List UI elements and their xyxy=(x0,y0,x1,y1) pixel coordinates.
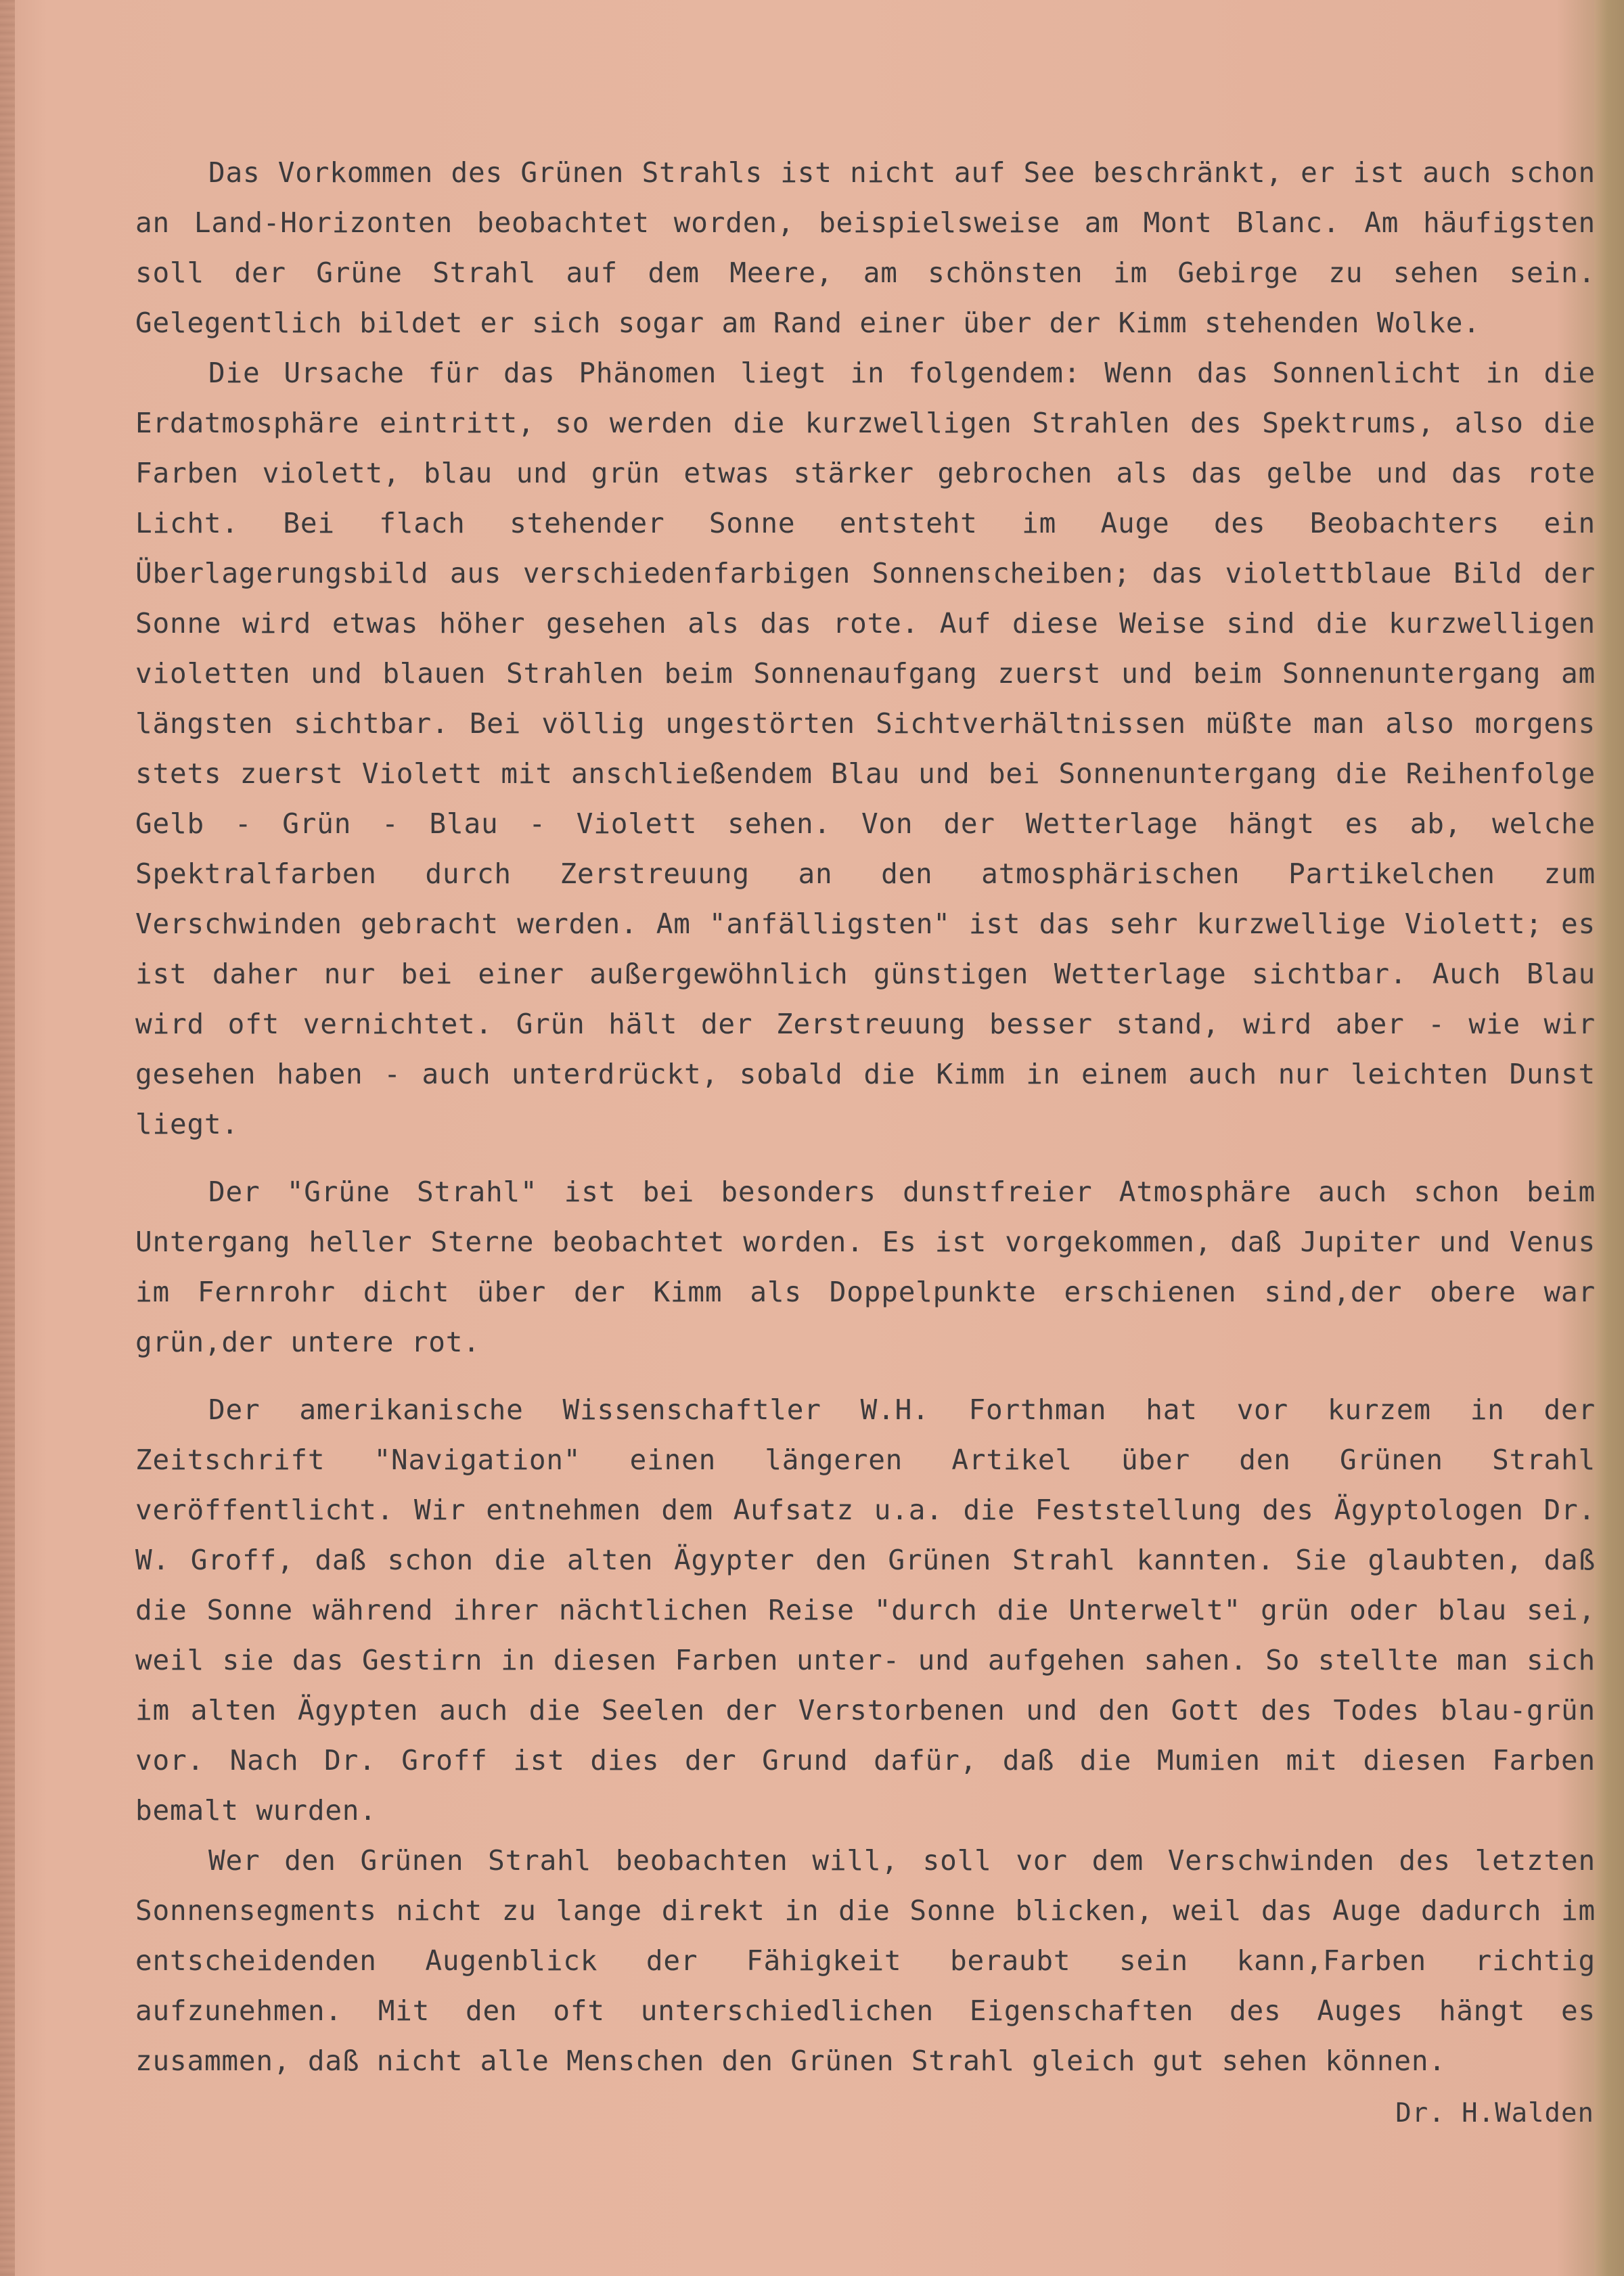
right-paper-edge xyxy=(1594,0,1624,2276)
paragraph-2: Die Ursache für das Phänomen liegt in folgendem: Wenn das Sonnenlicht in die Erdatmosphäre eintritt, so werden die kurzwelligen Strahlen des Spektrums, also die Farben violett, blau und grün etwas stärker gebrochen als das gelbe und das rote Licht. Bei flach stehender Sonne entsteht im Auge des Beobachters ein Überlagerungsbild aus verschiedenfarbigen Sonnenscheiben; das violettblaue Bild der Sonne wird etwas höher gesehen als das rote. Auf diese Weise sind die kurzwelligen violetten und blauen Strahlen beim Sonnenaufgang zuerst und beim Sonnenuntergang am längsten sichtbar. Bei völlig ungestörten Sichtverhältnissen müßte man also morgens stets zuerst Violett mit anschließendem Blau und bei Sonnenuntergang die Reihenfolge Gelb - Grün - Blau - Violett sehen. Von der Wetterlage hängt es ab, welche Spektralfarben durch Zerstreuung an den atmosphärischen Partikelchen zum Verschwinden gebracht werden. Am "anfälligsten" ist das sehr kurzwellige Violett; es ist daher nur bei einer außergewöhnlich günstigen Wetterlage sichtbar. Auch Blau wird oft vernichtet. Grün hält der Zerstreuung besser stand, wird aber - wie wir gesehen haben - auch unterdrückt, sobald die Kimm in einem auch nur leichten Dunst liegt. xyxy=(135,357,1596,1140)
left-paper-edge xyxy=(0,0,15,2276)
typed-text-body xyxy=(135,148,1596,2086)
paragraph-5: Wer den Grünen Strahl beobachten will, soll vor dem Verschwinden des letzten Sonnensegments nicht zu lange direkt in die Sonne blicken, weil das Auge dadurch im entscheidenden Augenblick der Fähigkeit beraubt sein kann,Farben richtig aufzunehmen. Mit den oft unterschiedlichen Eigenschaften des Auges hängt es zusammen, daß nicht alle Menschen den Grünen Strahl gleich gut sehen können. xyxy=(135,1844,1596,2077)
paragraph-3: Der "Grüne Strahl" ist bei besonders dunstfreier Atmosphäre auch schon beim Untergang heller Sterne beobachtet worden. Es ist vorgekommen, daß Jupiter und Venus im Fernrohr dicht über der Kimm als Doppelpunkte erschienen sind,der obere war grün,der untere rot. xyxy=(135,1176,1596,1358)
paragraph-4: Der amerikanische Wissenschaftler W.H. Forthman hat vor kurzem in der Zeitschrift "Navigation" einen längeren Artikel über den Grünen Strahl veröffentlicht. Wir entnehmen dem Aufsatz u.a. die Feststellung des Ägyptologen Dr. W. Groff, daß schon die alten Ägypter den Grünen Strahl kannten. Sie glaubten, daß die Sonne während ihrer nächtlichen Reise "durch die Unterwelt" grün oder blau sei, weil sie das Gestirn in diesen Farben unter- und aufgehen sahen. So stellte man sich im alten Ägypten auch die Seelen der Verstorbenen und den Gott des Todes blau-grün vor. Nach Dr. Groff ist dies der Grund dafür, daß die Mumien mit diesen Farben bemalt wurden. xyxy=(135,1393,1596,1827)
author-signature: Dr. H.Walden xyxy=(1395,2098,1594,2128)
paragraph-1: Das Vorkommen des Grünen Strahls ist nicht auf See beschränkt, er ist auch schon an Land-Horizonten beobachtet worden, beispielsweise am Mont Blanc. Am häufigsten soll der Grüne Strahl auf dem Meere, am schönsten im Gebirge zu sehen sein. Gelegentlich bildet er sich sogar am Rand einer über der Kimm stehenden Wolke. xyxy=(135,156,1596,339)
